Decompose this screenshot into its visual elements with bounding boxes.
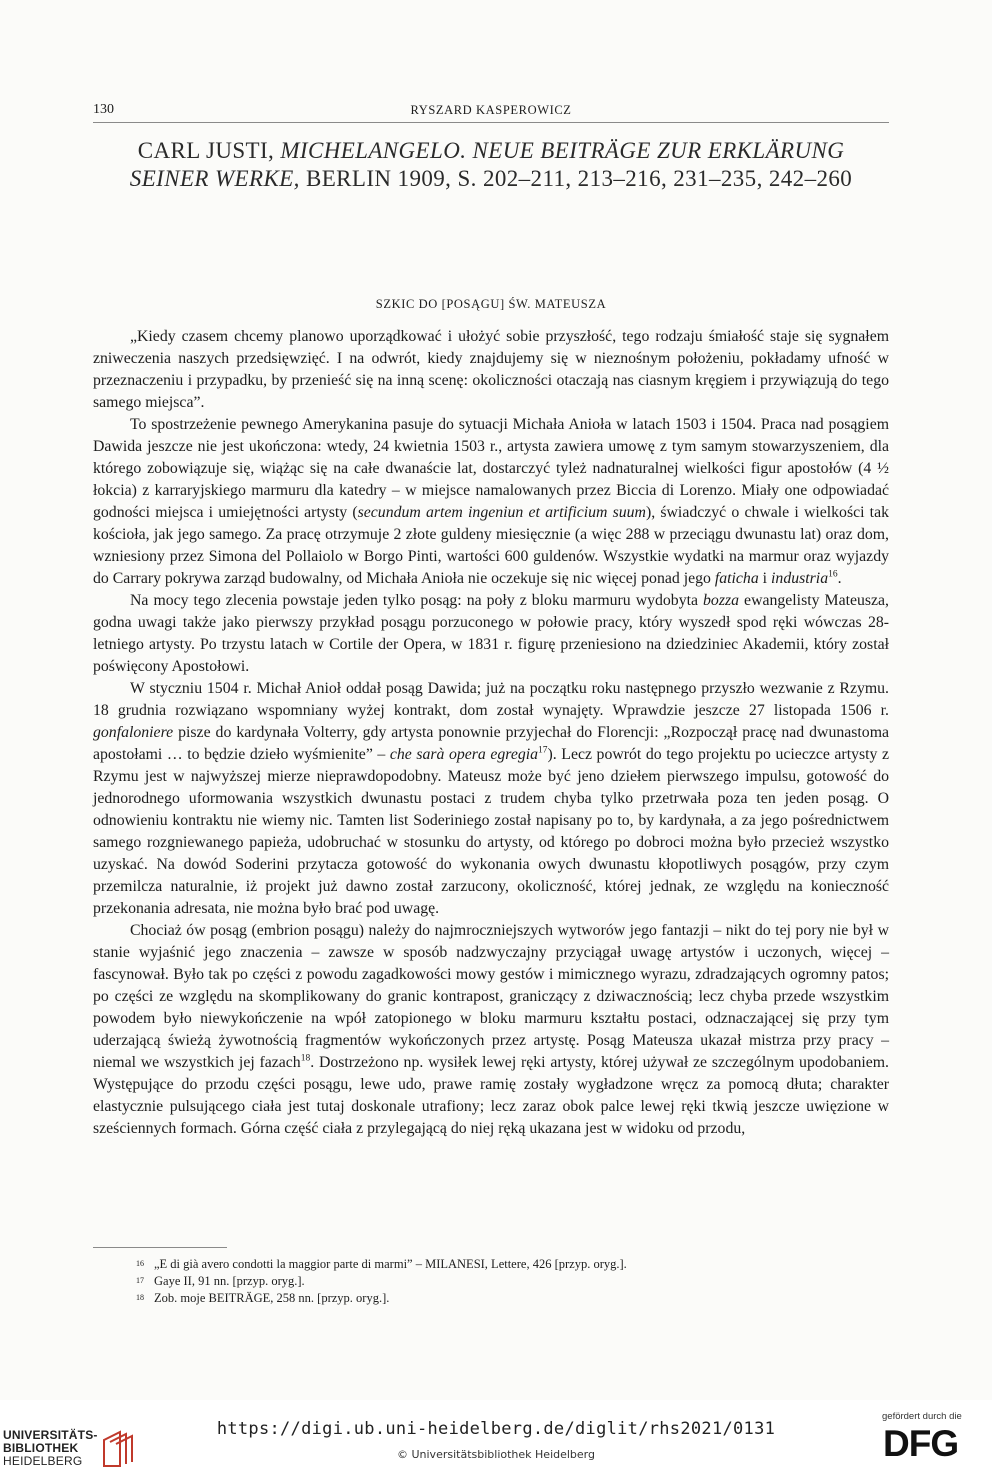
paragraph-text: Na mocy tego zlecenia powstaje jeden tylko posąg: na poły z bloku marmuru wydobyta <box>130 592 704 609</box>
paragraph-text: To spostrzeżenie pewnego Amerykanina pasuje do sytuacji Michała Anioła w latach 1503 i 1504. Praca nad posągiem Dawida jeszcze nie jest ukończona: wtedy, 24 kwietnia 1503 r., artysta zawiera umowę z tym samym stowarzyszeniem, dla którego zobowiązuje się, wiążąc się na całe dwanaście lat, dostarczyć tyleż nadnaturalnej wielkości figur apostołów (4 ½ łokcia) z karraryjskiego marmuru dla katedry – w miejsce namalowanych przez Biccia di Lorenzo. Miały one odpowiadać godności miejsca i umiejętności artysty ( <box>93 416 889 521</box>
footnote <box>136 1256 876 1273</box>
paragraph-text: i <box>758 570 772 587</box>
footnote-number: 16 <box>136 1259 144 1268</box>
title-line1-prefix: CARL JUSTI, <box>137 138 281 163</box>
footnote-number: 17 <box>136 1276 144 1285</box>
copyright-notice: © Universitätsbibliothek Heidelberg <box>396 1448 595 1461</box>
italic-term: gonfaloniere <box>93 724 174 741</box>
footnote-ref[interactable]: 17 <box>538 745 548 756</box>
footnote-divider <box>93 1247 227 1248</box>
page-number: 130 <box>93 102 114 117</box>
italic-term: industria <box>771 570 829 587</box>
title-line2-rest: BERLIN 1909, S. 202–211, 213–216, 231–235, 242–260 <box>299 166 853 191</box>
paragraph-text: „Kiedy czasem chcemy planowo uporządkować i ułożyć sobie przyszłość, tego rodzaju śmiałość staje się sygnałem zniweczenia naszych przedsięwzięć. I na odwrót, kiedy znajdujemy się w nieznośnym położeniu, pokładamy ufność w przeznaczeniu i przypadku, by przenieść się na inną scenę: okoliczności otaczają nas ciasnym kręgiem i przywiązują do tego samego miejsca”. <box>93 328 889 411</box>
body-text <box>93 326 889 1140</box>
title-line2-italic: SEINER WERKE, <box>129 166 300 191</box>
paragraph-text: ewangelisty Mateusza, godna uwagi także jako pierwszy przykład posągu porzuconego w połowie pracy, który wyszedł spod ręki wówczas 28-letniego artysty. Po trzystu latach w Cortile der Opera, w 1831 r. figurę przeniesiono na dziedziniec Akademii, który został poświęcony Apostołowi. <box>93 592 890 675</box>
italic-term: bozza <box>703 592 740 609</box>
running-title: RYSZARD KASPEROWICZ <box>410 103 572 117</box>
paragraph-text: ). Lecz powrót do tego projektu po ucieczce artysty z Rzymu jest w najwyższej mierze nieprawdopodobny. Mateusz może być jeno dziełem pierwszego impulsu, gotowość do jednorodnego uformowania wszystkich dwunastu postaci z trudem chyba tylko przetrwała poza ten jeden posąg. O odnowieniu kontraktu nie wiemy nic. Tamten list Soderiniego został napisany po to, by kardynała, a za jego pośrednictwem samego rozgniewanego papieża, udobruchać w stosunku do artysty, od którego po dobroci można było przecież wszystko uzyskać. Na dowód Soderini przytacza gotowość do wykonania owych dwunastu kłopotliwych posągów, przy czym przemilcza naturalnie, iż projekt już dawno został zarzucony, okoliczność, której jednak, ze względu na konieczność przekonania adresata, nie można było brać pod uwagę. <box>93 746 889 917</box>
footnote-ref[interactable]: 18 <box>300 1053 311 1064</box>
dfg-wordmark: DFG <box>883 1423 959 1464</box>
library-logo-line: UNIVERSITÄTS- <box>3 1428 98 1442</box>
chapter-title <box>93 137 889 193</box>
footnote-ref[interactable]: 16 <box>828 569 838 580</box>
library-logo-line: BIBLIOTHEK <box>3 1441 79 1455</box>
paragraph-text: W styczniu 1504 r. Michał Anioł oddał posąg Dawida; już na początku roku następnego przyszło wezwanie z Rzymu. 18 grudnia rozwiązano wspomniany wyżej kontrakt, dom został wynajęty. Wprawdzie jeszcze 27 listopada 1506 r. <box>93 680 889 719</box>
paragraph-text: Chociaż ów posąg (embrion posągu) należy do najmroczniejszych wytworów jego fantazji – nikt do tej pory nie był w stanie wyjaśnić jego znaczenia – zawsze w sposób nadzwyczajny przyciągał uwagę artystów i uczonych, więcej – fascynował. Było tak po części z powodu zagadkowości mowy gestów i mimicznego wyrazu, zdradzających ogromny patos; po części ze względu na skomplikowany do granic kontrapost, graniczący z dziwacznością; lecz chyba przede wszystkim powodem było niewykończenie na wpół zatopionego w bloku marmuru kształtu postaci, odznaczającej się przy tym uderzającą świeżą żywotnością fragmentów wykończonych przez artystę. Posąg Mateusza ukazał mistrza przy pracy – niemal we wszystkich jej fazach <box>93 922 889 1071</box>
italic-term: che sarà opera egregia <box>389 746 539 763</box>
dfg-logo[interactable] <box>882 1411 982 1467</box>
footnotes <box>136 1256 876 1307</box>
paragraph-text: . Dostrzeżono np. wysiłek lewej ręki artysty, której używał ze szczególnym upodobaniem. Występujące do przodu części posągu, lewe udo, prawe ramię zostały wygładzone wręcz za pomocą dłuta; charakter elastycznie pulsującego ciała jest tutaj doskonale utrafiony; lecz zaraz obok palce lewej ręki tkwią jeszcze uwięzione w sześciennych formach. Górna część ciała z przylegającą do niej ręką ukazana jest w widoku od przodu, <box>93 1054 889 1137</box>
dfg-caption: gefördert durch die <box>882 1411 962 1422</box>
running-head <box>93 101 889 123</box>
footnote-text: Zob. moje BEITRÄGE, 258 nn. [przyp. oryg.]. <box>154 1291 390 1305</box>
footnote <box>136 1290 876 1307</box>
section-heading: SZKIC DO [POSĄGU] ŚW. MATEUSZA <box>375 297 607 311</box>
paragraph-text: pisze do kardynała Volterry, gdy artysta ponownie przyjechał do Florencji: „Rozpoczął pracę nad dwunastoma apostołami … to będzie dzieło wyśmienite” – <box>93 724 889 763</box>
footnote-text: „E di già avero condotti la maggior parte di marmi” – MILANESI, Lettere, 426 [przyp. oryg.]. <box>154 1257 627 1271</box>
footnote <box>136 1273 876 1290</box>
paragraph <box>93 414 889 590</box>
footnote-number: 18 <box>136 1293 144 1302</box>
footnote-text: Gaye II, 91 nn. [przyp. oryg.]. <box>154 1274 305 1288</box>
library-logo-line: HEIDELBERG <box>3 1454 83 1468</box>
digitization-footer <box>0 1400 992 1474</box>
paragraph-text: . <box>837 570 842 587</box>
italic-term: faticha <box>714 570 759 587</box>
paragraph <box>93 678 889 920</box>
page-url-link[interactable]: https://digi.ub.uni-heidelberg.de/diglit/rhs2021/0131 <box>216 1419 776 1439</box>
paragraph <box>93 326 889 414</box>
title-line1-italic: MICHELANGELO. NEUE BEITRÄGE ZUR ERKLÄRUNG <box>280 138 845 163</box>
paragraph <box>93 590 889 678</box>
latin-phrase: secundum artem ingeniun et artificium suum <box>357 504 646 521</box>
paragraph <box>93 920 889 1140</box>
paragraph-text: ), świadczyć o chwale i wielkości tak kościoła, jak jego samego. Za pracę otrzymuje 2 złote guldeny miesięcznie (a więc 288 w przeciągu dwunastu lat) oraz dom, wzniesiony przez Simona del Pollaiolo w Borgo Pinti, wartości 600 guldenów. Wszystkie wydatki na marmur oraz wyjazdy do Carrary pokrywa zarząd budowalny, od Michała Anioła nie oczekuje się nic więcej ponad jego <box>93 504 889 587</box>
